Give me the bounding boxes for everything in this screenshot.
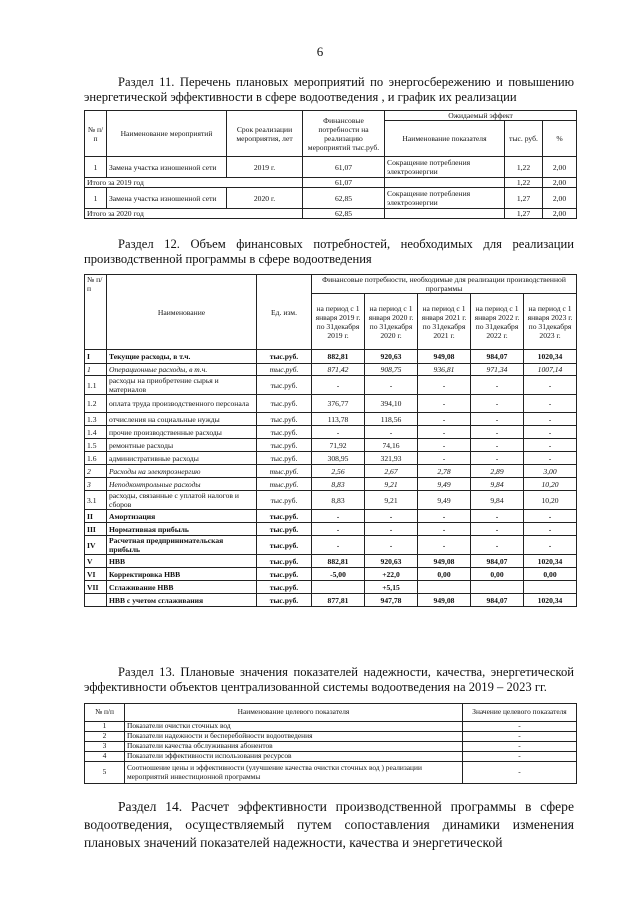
table-row: 1.5 ремонтные расходы тыс.руб. 71,92 74,16 - - - (85, 439, 577, 452)
header-effect: Ожидаемый эффект (385, 111, 577, 121)
header-percent: % (543, 121, 577, 157)
header-target-value: Значение целевого показателя (463, 704, 577, 722)
header-unit: тыс. руб. (505, 121, 543, 157)
header-period-2020: на период с 1 января 2020 г. по 31декабря 2020 г. (365, 294, 418, 350)
section-13-heading: Раздел 13. Плановые значения показателей надежности, качества, энергетической эффективности объектов централизованной системы водоотведения на 2019 – 2023 гг. (84, 665, 574, 694)
table-row: IV Расчетная предпринимательская прибыль тыс.руб. - - - - - (85, 536, 577, 555)
table-row: 3 Показатели качества обслуживания абонентов - (85, 742, 577, 752)
section-11-table (84, 110, 577, 219)
table-row: 2 Показатели надежности и бесперебойности водоотведения - (85, 732, 577, 742)
table-row: 1.4 прочие производственные расходы тыс.руб. - - - - - (85, 426, 577, 439)
table-row: I Текущие расходы, в т.ч. тыс.руб. 882,81 920,63 949,08 984,07 1020,34 (85, 350, 577, 364)
header-num: № п/п (85, 275, 107, 350)
table-row: 5 Соотношение цены и эффективности (улучшение качества очистки сточных вод ) реализации мероприятий инвестиционной программы - (85, 762, 577, 784)
table-row: 1 Показатели очистки сточных вод - (85, 722, 577, 732)
table-row: 4 Показатели эффективности использования ресурсов - (85, 752, 577, 762)
table-row: Итого за 2019 год 61,07 1,22 2,00 (85, 178, 577, 188)
table-row: 1.1 расходы на приобретение сырья и материалов тыс.руб. - - - - - (85, 376, 577, 395)
header-indicator: Наименование показателя (385, 121, 505, 157)
section-12-heading: Раздел 12. Объем финансовых потребностей, необходимых для реализации производственной программы в сфере водоотведения (84, 237, 574, 266)
header-indicator-name: Наименование целевого показателя (125, 704, 463, 722)
header-period-2019: на период с 1 января 2019 г. по 31декабря 2019 г. (312, 294, 365, 350)
table-row: II Амортизация тыс.руб. - - - - - (85, 510, 577, 523)
header-name: Наименование (107, 275, 257, 350)
table-row: 2 Расходы на электроэнергию тыс.руб. 2,56 2,67 2,78 2,89 3,00 (85, 465, 577, 478)
header-financial-needs: Финансовые потребности, необходимые для реализации производственной программы (312, 275, 577, 294)
table-row: 1.6 административные расходы тыс.руб. 308,95 321,93 - - - (85, 452, 577, 465)
header-num: № п/п (85, 704, 125, 722)
table-row: НВВ с учетом сглаживания тыс.руб. 877,81 947,78 949,08 984,07 1020,34 (85, 594, 577, 607)
header-name: Наименование мероприятий (107, 111, 227, 157)
page-number: 6 (316, 44, 324, 59)
table-row: 1 Операционные расходы, в т.ч. тыс.руб. 871,42 908,75 936,81 971,34 1007,14 (85, 364, 577, 376)
section-13-table (84, 703, 577, 784)
header-unit: Ед. изм. (257, 275, 312, 350)
table-row: VI Корректировка НВВ тыс.руб. -5,00 +22,0 0,00 0,00 0,00 (85, 568, 577, 581)
header-num: № п/п (85, 111, 107, 157)
header-period-2021: на период с 1 января 2021 г. по 31декабря 2021 г. (418, 294, 471, 350)
table-row: 1 Замена участка изношенной сети 2020 г. 62,85 Сокращение потребления электроэнергии 1,27 2,00 (85, 188, 577, 209)
section-12-table (84, 274, 577, 607)
header-period-2023: на период с 1 января 2023 г. по 31декабря 2023 г. (524, 294, 577, 350)
table-row: V НВВ тыс.руб. 882,81 920,63 949,08 984,07 1020,34 (85, 555, 577, 568)
table-row: III Нормативная прибыль тыс.руб. - - - - - (85, 523, 577, 536)
section-11-heading: Раздел 11. Перечень плановых мероприятий по энергосбережению и повышению энергетической эффективности в сфере водоотведения , и график их реализации (84, 75, 574, 104)
header-term: Срок реализации мероприятия, лет (227, 111, 303, 157)
header-period-2022: на период с 1 января 2022 г. по 31декабря 2022 г. (471, 294, 524, 350)
section-14-heading: Раздел 14. Расчет эффективности производственной программы в сфере водоотведения, осуществляемый путем сопоставления динамики изменения плановых значений показателей надежности, качества и энергетической (84, 799, 574, 850)
table-row: 1 Замена участка изношенной сети 2019 г. 61,07 Сокращение потребления электроэнергии 1,22 2,00 (85, 157, 577, 178)
table-row: 3.1 расходы, связанные с уплатой налогов и сборов тыс.руб. 8,83 9,21 9,49 9,84 10,20 (85, 491, 577, 510)
table-row: 3 Неподконтрольные расходы тыс.руб. 8,83 9,21 9,49 9,84 10,20 (85, 478, 577, 491)
table-row: 1.2 оплата труда производственного персонала тыс.руб. 376,77 394,10 - - - (85, 395, 577, 413)
table-row: 1.3 отчисления на социальные нужды тыс.руб. 113,78 118,56 - - - (85, 413, 577, 426)
header-finance: Финансовые потребности на реализацию мероприятий тыс.руб. (303, 111, 385, 157)
table-row: Итого за 2020 год 62,85 1,27 2,00 (85, 209, 577, 219)
table-row: VII Сглаживание НВВ тыс.руб. +5,15 (85, 581, 577, 594)
